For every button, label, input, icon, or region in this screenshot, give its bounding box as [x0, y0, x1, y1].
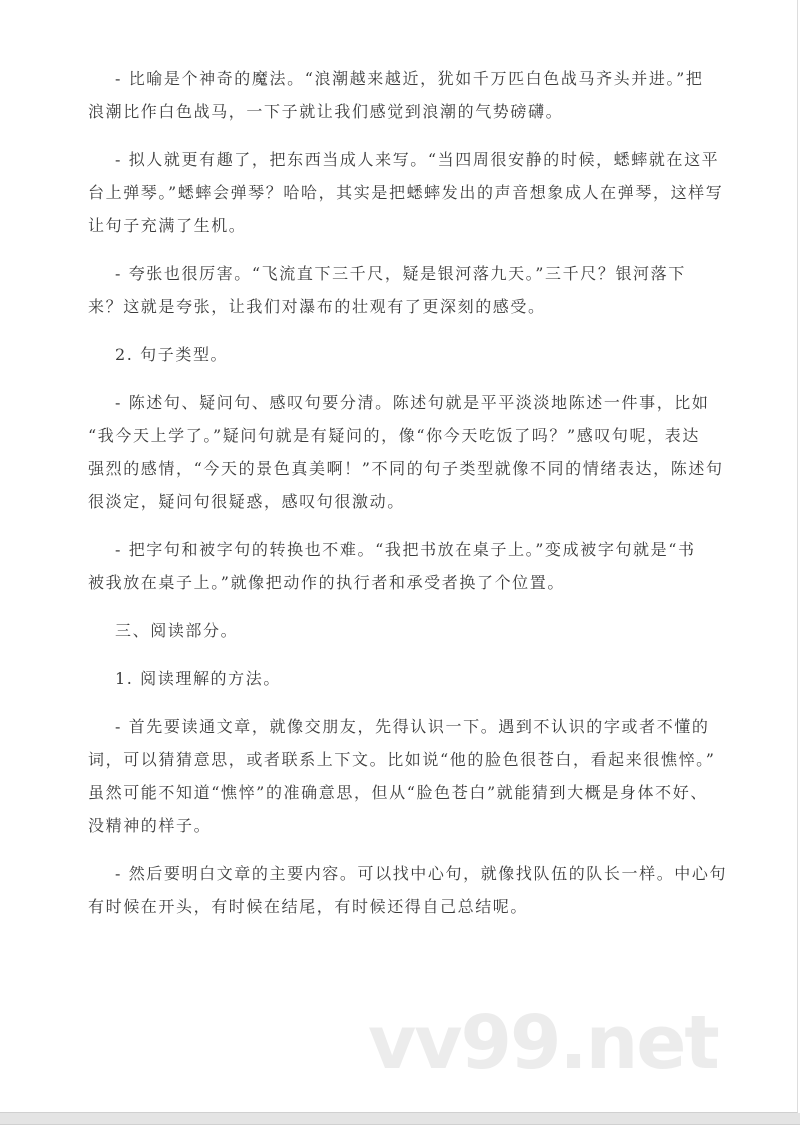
paragraph: [88, 662, 728, 695]
paragraph: [88, 710, 728, 842]
text-line: 有时候在开头，有时候在结尾，有时候还得自己总结呢。: [88, 897, 529, 916]
document-body: [88, 62, 728, 938]
text-line: 1. 阅读理解的方法。: [115, 669, 281, 688]
text-line: 很淡定，疑问句很疑惑，感叹句很激动。: [88, 492, 405, 511]
text-line: - 陈述句、疑问句、感叹句要分清。陈述句就是平平淡淡地陈述一件事，比如: [115, 393, 710, 412]
watermark: vv99.net: [368, 1000, 718, 1086]
text-line: 词，可以猜猜意思，或者联系上下文。比如说“他的脸色很苍白，看起来很憔悴。”: [88, 750, 716, 769]
page-separator: [0, 1113, 800, 1125]
text-line: 2. 句子类型。: [115, 345, 229, 364]
paragraph: [88, 386, 728, 518]
text-line: - 夸张也很厉害。“飞流直下三千尺，疑是银河落九天。”三千尺？银河落下: [115, 264, 686, 283]
text-line: 虽然可能不知道“憔悴”的准确意思，但从“脸色苍白”就能猜到大概是身体不好、: [88, 783, 708, 802]
text-line: 让句子充满了生机。: [88, 216, 247, 235]
text-line: - 拟人就更有趣了，把东西当成人来写。“当四周很安静的时候，蟋蟀就在这平: [115, 150, 720, 169]
text-line: 浪潮比作白色战马，一下子就让我们感觉到浪潮的气势磅礴。: [88, 102, 564, 121]
text-line: 三、阅读部分。: [115, 621, 239, 640]
text-line: 被我放在桌子上。”就像把动作的执行者和承受者换了个位置。: [88, 573, 565, 592]
text-line: - 把字句和被字句的转换也不难。“我把书放在桌子上。”变成被字句就是“书: [115, 540, 696, 559]
text-line: 台上弹琴。”蟋蟀会弹琴？哈哈，其实是把蟋蟀发出的声音想象成人在弹琴，这样写: [88, 183, 724, 202]
text-line: - 比喻是个神奇的魔法。“浪潮越来越近，犹如千万匹白色战马齐头并进。”把: [115, 69, 704, 88]
paragraph: [88, 62, 728, 128]
paragraph: [88, 857, 728, 923]
text-line: - 然后要明白文章的主要内容。可以找中心句，就像找队伍的队长一样。中心句: [115, 864, 728, 883]
text-line: 没精神的样子。: [88, 816, 212, 835]
paragraph: [88, 614, 728, 647]
text-line: 来？这就是夸张，让我们对瀑布的壮观有了更深刻的感受。: [88, 297, 546, 316]
text-line: “我今天上学了。”疑问句就是有疑问的，像“你今天吃饭了吗？”感叹句呢，表达: [88, 426, 700, 445]
text-line: 强烈的感情，“今天的景色真美啊！”不同的句子类型就像不同的情绪表达，陈述句: [88, 459, 724, 478]
text-line: - 首先要读通文章，就像交朋友，先得认识一下。遇到不认识的字或者不懂的: [115, 717, 710, 736]
paragraph: [88, 338, 728, 371]
paragraph: [88, 533, 728, 599]
paragraph: [88, 257, 728, 323]
paragraph: [88, 143, 728, 242]
